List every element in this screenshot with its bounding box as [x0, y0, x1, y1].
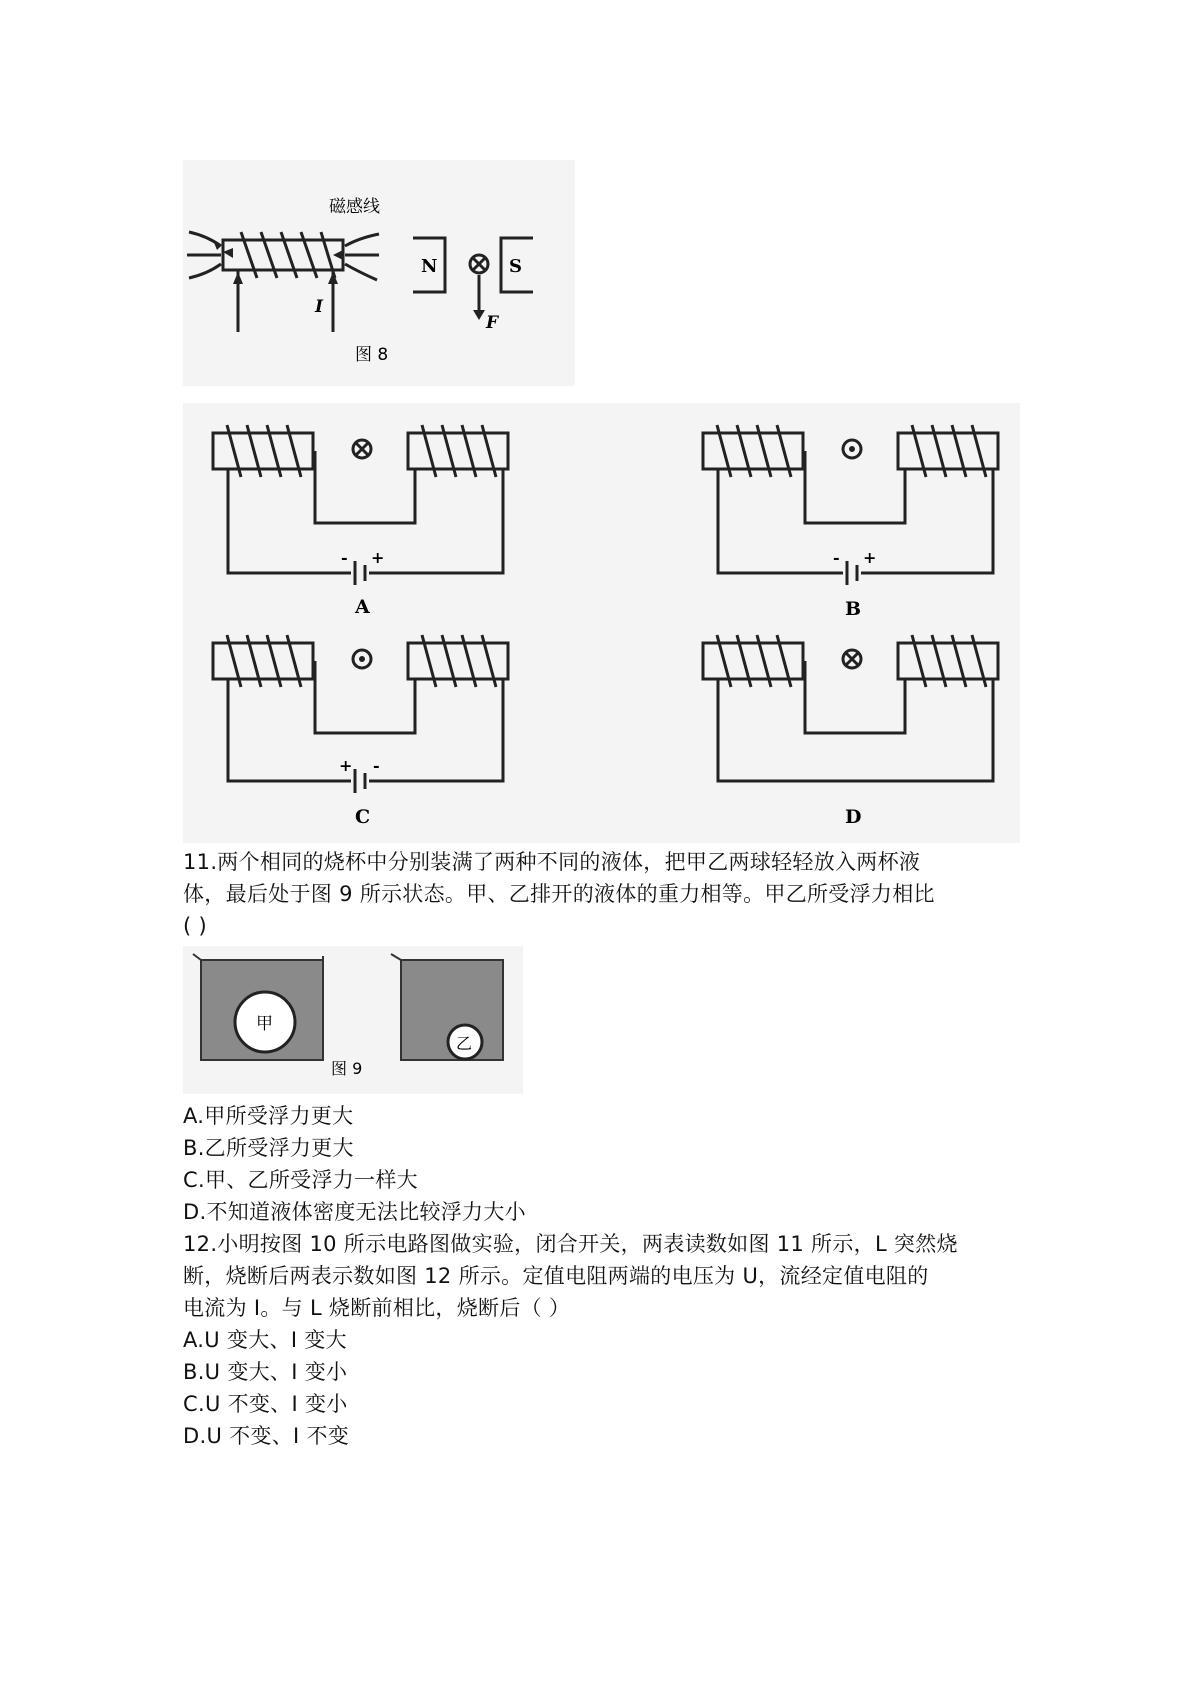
q12-stem-line-1: 12.小明按图 10 所示电路图做实验，闭合开关，两表读数如图 11 所示，L 突然烧: [183, 1232, 958, 1256]
option-a-minus: -: [341, 548, 348, 567]
ball-yi-label: 乙: [456, 1034, 473, 1053]
option-d-circuit: [703, 635, 998, 781]
q11-option-c: C.甲、乙所受浮力一样大: [183, 1168, 418, 1192]
magnet-n-label: N: [421, 256, 438, 277]
option-b-minus: -: [833, 548, 840, 567]
option-c-minus: -: [373, 756, 380, 775]
figure-8-caption: 图 8: [355, 345, 389, 365]
option-a-circuit: [213, 425, 508, 585]
force-label: F: [486, 313, 499, 333]
q11-option-b: B.乙所受浮力更大: [183, 1136, 354, 1160]
option-d-label: D: [845, 806, 862, 828]
q12-stem-line-2: 断，烧断后两表示数如图 12 所示。定值电阻两端的电压为 U，流经定值电阻的: [183, 1264, 929, 1288]
q12-option-b: B.U 变大、I 变小: [183, 1360, 348, 1384]
q11-option-a: A.甲所受浮力更大: [183, 1104, 354, 1128]
field-lines-label: 磁感线: [329, 197, 380, 217]
q11-stem-line-2: 体，最后处于图 9 所示状态。甲、乙排开的液体的重力相等。甲乙所受浮力相比: [183, 882, 935, 906]
q11-stem-line-1: 11.两个相同的烧杯中分别装满了两种不同的液体，把甲乙两球轻轻放入两杯液: [183, 850, 921, 874]
options-figure: [183, 403, 1020, 843]
option-a-label: A: [355, 596, 370, 618]
q12-stem-line-3: 电流为 I。与 L 烧断前相比，烧断后（ ）: [183, 1296, 571, 1320]
q12-option-c: C.U 不变、I 变小: [183, 1392, 348, 1416]
magnet-s-label: S: [509, 256, 522, 277]
figure-8: [183, 160, 575, 386]
q12-option-d: D.U 不变、I 不变: [183, 1424, 350, 1448]
q11-option-d: D.不知道液体密度无法比较浮力大小: [183, 1200, 526, 1224]
q12-option-a: A.U 变大、I 变大: [183, 1328, 347, 1352]
option-c-label: C: [355, 806, 371, 828]
option-b-plus: +: [863, 548, 877, 567]
figure-9-caption: 图 9: [331, 1059, 363, 1078]
option-b-label: B: [845, 598, 862, 620]
current-label: I: [315, 297, 323, 317]
figure-9: [183, 946, 523, 1094]
q11-stem-line-3: ( ): [183, 914, 207, 938]
ball-jia-label: 甲: [256, 1014, 273, 1034]
option-c-plus: +: [339, 756, 353, 775]
option-a-plus: +: [371, 548, 385, 567]
